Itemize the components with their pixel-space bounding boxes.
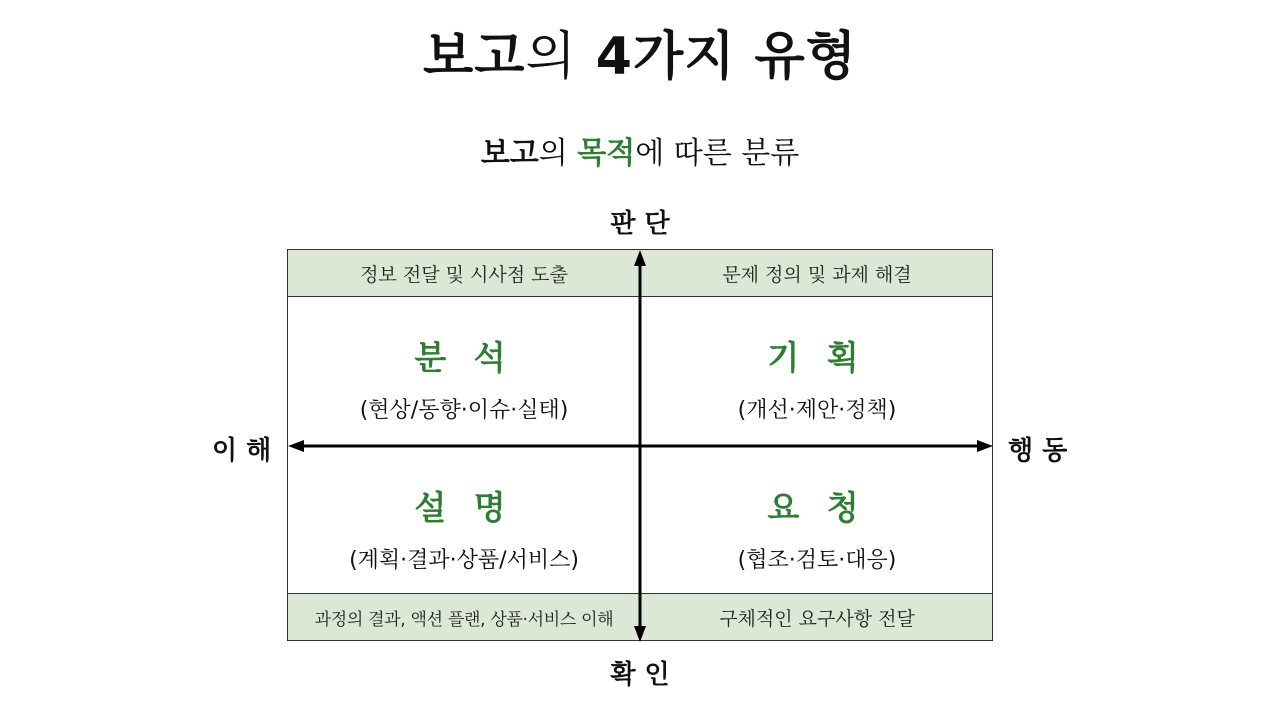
band-bottom-right: 구체적인 요구사항 전달 — [719, 607, 915, 630]
title-particle: 의 — [525, 27, 577, 87]
quadrant-title: 기 획 — [767, 338, 867, 377]
band-bottom-left: 과정의 결과, 액션 플랜, 상품·서비스 이해 — [314, 609, 614, 630]
arrow-up-icon — [634, 250, 646, 266]
quadrant-desc: (현상/동향·이슈·실태) — [359, 398, 569, 423]
subtitle-particle: 의 — [538, 136, 578, 171]
quadrant-desc: (계획·결과·상품/서비스) — [349, 548, 579, 573]
subtitle-bold: 보고 — [480, 136, 539, 171]
quadrant-title: 분 석 — [414, 338, 514, 377]
axis-label-bottom: 확 인 — [610, 660, 670, 690]
title-rest: 4가지 유형 — [576, 27, 858, 87]
arrow-right-icon — [977, 440, 993, 452]
subtitle-rest: 에 따른 분류 — [635, 136, 800, 171]
axis-label-top: 판 단 — [610, 209, 670, 239]
quadrant-title: 요 청 — [767, 488, 867, 527]
quadrant-desc: (개선·제안·정책) — [737, 398, 897, 423]
quadrant-title: 설 명 — [414, 488, 514, 527]
band-top-right: 문제 정의 및 과제 해결 — [722, 263, 912, 286]
subtitle-accent: 목적 — [577, 136, 636, 171]
axis-label-left: 이 해 — [212, 436, 272, 466]
arrow-down-icon — [634, 626, 646, 642]
band-top-left: 정보 전달 및 시사점 도출 — [360, 263, 568, 286]
arrow-left-icon — [288, 440, 304, 452]
quadrant-desc: (협조·검토·대응) — [737, 548, 897, 573]
title-bold: 보고 — [422, 27, 526, 87]
axis-label-right: 행 동 — [1008, 436, 1068, 466]
